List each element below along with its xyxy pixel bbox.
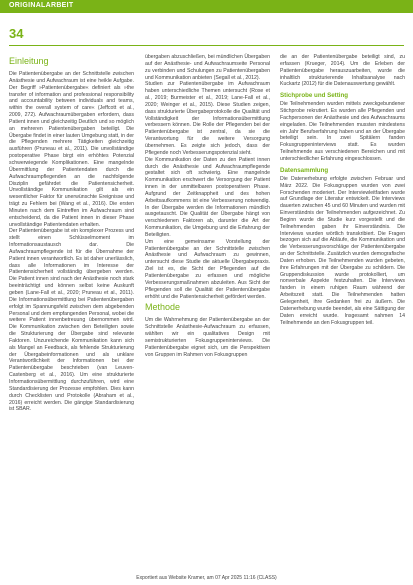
column-2 <box>145 54 270 358</box>
page-number: 34 <box>9 26 24 41</box>
header-rule <box>9 45 404 46</box>
paragraph: Studien zur Patientenübergabe im Aufwachraum haben unterschiedliche Themen untersucht (Rose et al., 2019; Burmeister et al., 2019; Lane-Fall et al., 2020; Weinger et al., 2015). Diese Studien zeigen, dass strukturierte Übergabeprotokolle die Qualität und Vollständigkeit der Informationsübermittlung verbessern können. Die Rolle der Pflegenden bei der Patientenübergabe ist zentral, da sie die Verantwortung für die weitere Versorgung übernehmen. Es zeigte sich jedoch, dass der Pflegende noch Verbesserungspotenzial sieht. <box>145 81 270 156</box>
footer-export-note: Exportiert aus Website Kramer, am 07 Apr 2025 11:16 (CLASS) <box>136 575 277 581</box>
paragraph: Die Patientenübergabe an der Schnittstelle zwischen Anästhesie und Aufwachraum ist eine heikle Aufgabe. Der Begriff »Patientenübergabe« definiert als »the transfer of information and professional responsibility and accountability between individuals and teams, within the overall system of care« (Jeffcott et al., 2009, 272). Aufwachraumübergaben erfordern, dass Patient innen und gleichzeitig Deutlich und so möglich an mehreren Patientenübergaben beteiligt. Die Übergabe findet in einer lauten Umgebung statt, in der die Pflegenden mehrere Tätigkeiten gleichzeitig ausführen (Pruneau et al., 2011). Die unvollständige postoperative Phase birgt ein erhöhtes Potenzial schwerwiegende Komplikationen. Eine mangelnde Übermittlung der Patientendaten durch die Aufwachraumpflegenden an die nachfolgende Disziplin gefährdet die Patientensicherheit. Unvollständige Kommunikation gilt als ein wesentlicher Faktor für unerwünschte Ereignisse und trägt zu Fehlern bei (Wang et al., 2016). Die ersten Minuten nach dem Eintreffen im Aufwachraum sind entscheidend, da die Patient innen in dieser Phase unvollständige Patientendaten erhalten. <box>9 71 134 228</box>
paragraph: Der Patientenübergabe ist ein komplexer Prozess und stellt einen Schlüsselmoment im Informationsaustausch dar. Die Aufwachraumpflegende ist für die Übernahme der Patient innen verantwortlich. Es ist daher unerlässlich, dass alle Informationen im Interesse der Patientensicherheit vollständig übergeben werden. Die Patient innen sind nach der Anästhesie noch stark beeinträchtigt und können selbst keine Auskunft geben (Lane-Fall et al., 2020; Pruneau et al., 2011). Die Informationsübermittlung bei Patientenübergaben erfolgt im Spannungsfeld zwischen dem abgebenden Personal und dem empfangenden Personal, wobei die weitere Patient innenbetreuung übernommen wird. Die Kommunikation zwischen den Beteiligten sowie die Strukturierung der Übergabe sind relevante Faktoren. Unzureichende Kommunikation kann sich als Mangel an Feedback, als fehlende Strukturierung der Übergabeinformationen und als unklare Verantwortlichkeit der Informationen bei der Patientenübergabe beschrieben (van Leuven-Castenberg et al., 2016). Um eine strukturierte Informationsübermittlung durchzuführen, wird eine Standardisierung der Prozesse empfohlen. Dies kann durch Checklisten und Protokolle (Abraham et al., 2016) erreicht werden. Die gängige Standardisierung ist SBAR. <box>9 228 134 413</box>
section-label: ORIGINALARBEIT <box>9 2 74 9</box>
heading-method: Methode <box>145 302 181 313</box>
heading-sample: Stichprobe und Setting <box>280 92 349 100</box>
heading-introduction: Einleitung <box>9 56 49 66</box>
column-1 <box>9 54 134 413</box>
header-band <box>0 0 413 13</box>
paragraph: die an der Patientenübergabe beteiligt sind, zu erfassen (Krueger, 2014). Um die Erleben der Patientenübergabe herauszuarbeiten, wurde die inhaltlich strukturierende Inhaltsanalyse nach Kuckartz (2012) für die Datenauswertung gewählt. <box>280 54 405 88</box>
paragraph: Die Datenerhebung erfolgte zwischen Februar und März 2022. Die Fokusgruppen wurden von zwei Forschenden moderiert. Der Interviewleitfaden wurde auf Grundlage der Literatur entwickelt. Die Interviews dauerten zwischen 45 und 60 Minuten und wurden mit Einverständnis der Teilnehmenden aufgezeichnet. Zu Beginn wurde die Studie kurz vorgestellt und die Teilnehmenden gaben ihr Einverständnis. Die Interviews wurden wörtlich transkribiert. Die Fragen bezogen sich auf die Abläufe, die Kommunikation und die Verbesserungsvorschläge der Patientenübergabe an der Schnittstelle. Zusätzlich wurden demografische Daten erhoben. Die Teilnehmenden wurden gebeten, ihre Erfahrungen mit der Übergabe zu schildern. Die Gruppendiskussion wurde protokolliert, um nonverbale Aspekte festzuhalten. Die Interviews fanden in einem ruhigen Raum während der Arbeitszeit statt. Die Teilnehmenden hatten Gelegenheit, ihre Gedanken frei zu äußern. Die Datenerhebung wurde beendet, als eine Sättigung der Daten erreicht wurde. Insgesamt nahmen 14 Teilnehmende an den Fokusgruppen teil. <box>280 175 405 326</box>
paragraph: Um die Wahrnehmung der Patientenübergabe an der Schnittstelle Anästhesie-Aufwachraum zu erfassen, wählten wir ein qualitatives Design mit semistrukturierten Fokusgruppeninterviews. Die Patientenübergabe eignet sich, um die Perspektiven von Gruppen im Rahmen von Fokusgruppen <box>145 317 270 358</box>
paragraph: Die Teilnehmenden wurden mittels zweckgebundener Stichprobe rekrutiert. Es wurden alle Pflegenden und Fachpersonen der Anästhesie und des Aufwachraums eingeladen. Die Teilnehmenden mussten mindestens ein Jahr Berufserfahrung haben und an der Übergabe beteiligt sein. In zwei Spitälern fanden Fokusgruppeninterviews statt. Es wurden Teilnehmende aus verschiedenen Bereichen und mit unterschiedlicher Erfahrung eingeschlossen. <box>280 101 405 162</box>
heading-data-collection: Datensammlung <box>280 166 329 174</box>
paragraph: Um eine gemeinsame Vorstellung der Patientenübergabe an der Schnittstelle zwischen Anästhesie und Aufwachraum zu gewinnen, untersucht diese Studie die aktuelle Übergabepraxis. Ziel ist es, die Sicht der Pflegenden auf die Patientenübergabe zu erfassen und mögliche Verbesserungsmaßnahmen abzuleiten. Aus Sicht der Pflegenden soll die Qualität der Patientenübergabe erhöht und die Patientensicherheit gefördert werden. <box>145 238 270 300</box>
paragraph: Die Kommunikation der Daten zu den Patient innen durch die Anästhesie und Aufwachraumpflegende gestaltet sich oft schwierig. Eine mangelnde Kommunikation erschwert die Versorgung der Patient innen in der unmittelbaren postoperativen Phase. Aufgrund der Zeitknappheit und des hohen Arbeitsaufkommens ist eine Verbesserung notwendig. In der Übergabe werden die Informationen mündlich ausgetauscht. Die Qualität der Übergabe hängt von verschiedenen Faktoren ab, darunter die Art der Kommunikation, die Umgebung und die Erfahrung der Beteiligten. <box>145 156 270 238</box>
paragraph: übergaben abzuschließen, bei mündlichen Übergaben auf der Anästhesie- und Aufwachraumseite Personal zu verbinden und Schulungen zu Patientenübergaben und Kommunikation anbieten (Segall et al., 2012). <box>145 54 270 81</box>
column-3 <box>280 54 405 326</box>
